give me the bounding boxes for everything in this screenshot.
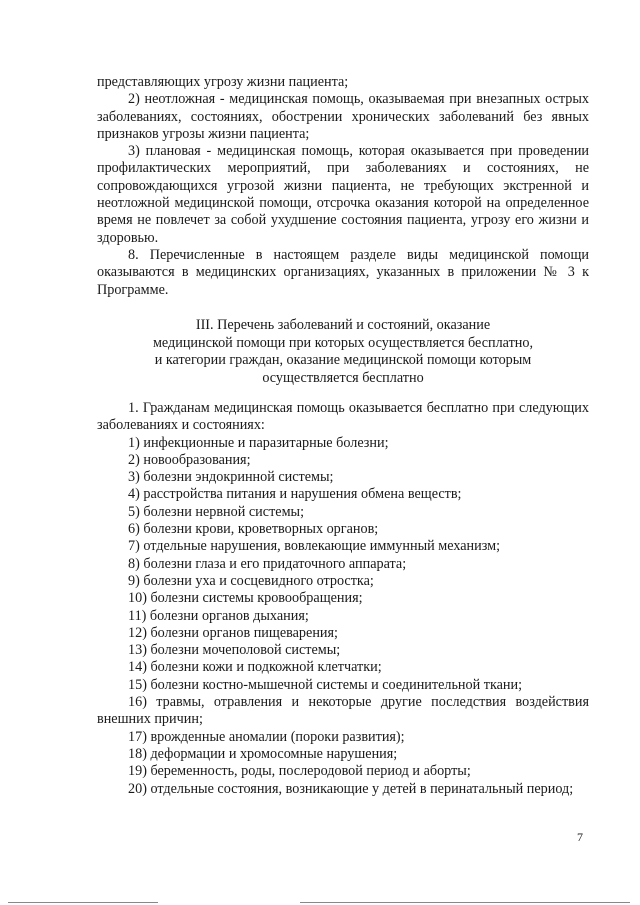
section-heading-line-2: медицинской помощи при которых осуществляется бесплатно, — [152, 334, 534, 351]
list-item: 10) болезни системы кровообращения; — [128, 590, 363, 607]
section-heading — [97, 317, 589, 387]
section-heading-line-4: осуществляется бесплатно — [262, 369, 424, 386]
list-item: 20) отдельные состояния, возникающие у детей в перинатальный период; — [128, 780, 574, 797]
list-item: 12) болезни органов пищеварения; — [128, 624, 338, 641]
list-item: 16) травмы, отравления и некоторые другие последствия воздействия внешних причин; — [97, 694, 589, 728]
list-item: 15) болезни костно-мышечной системы и соединительной ткани; — [128, 676, 523, 693]
list-item: 13) болезни мочеполовой системы; — [128, 642, 341, 659]
list-item: 2) новообразования; — [128, 451, 251, 468]
list-item: 5) болезни нервной системы; — [128, 503, 305, 520]
section-heading-line-1: III. Перечень заболеваний и состояний, оказание — [195, 317, 491, 333]
paragraph-clause-8: 8. Перечисленные в настоящем разделе виды медицинской помощи оказываются в медицинских организациях, указанных в приложении № 3 к Программе. — [97, 246, 589, 298]
list-item: 6) болезни крови, кроветворных органов; — [128, 521, 379, 538]
paragraph-planned-care: 3) плановая - медицинская помощь, которая оказывается при проведении профилактических мероприятий, при заболеваниях и состояниях, не сопровождающихся угрозой жизни пациента, не требующих экстренной и неотложной медицинской помощи, отсрочка оказания которой на определенное время не повлечет за собой ухудшение состояния пациента, угрозу его жизни и здоровью. — [97, 143, 589, 246]
list-item: 8) болезни глаза и его придаточного аппарата; — [128, 555, 407, 572]
list-item: 3) болезни эндокринной системы; — [128, 469, 334, 486]
list-item: 19) беременность, роды, послеродовой период и аборты; — [128, 763, 471, 780]
list-item: 18) деформации и хромосомные нарушения; — [128, 745, 398, 762]
paragraph-continuation: представляющих угрозу жизни пациента; — [97, 74, 349, 90]
list-intro: 1. Гражданам медицинская помощь оказывается бесплатно при следующих заболеваниях и состояниях: — [97, 400, 589, 434]
list-item: 17) врожденные аномалии (пороки развития); — [128, 728, 405, 745]
list-item: 11) болезни органов дыхания; — [128, 607, 309, 624]
paragraph-urgent-care: 2) неотложная - медицинская помощь, оказываемая при внезапных острых заболеваниях, состояниях, обострении хронических заболеваний без явных признаков угрозы жизни пациента; — [97, 91, 589, 142]
scan-edge-line-left — [8, 902, 158, 903]
section-heading-line-3: и категории граждан, оказание медицинской помощи которым — [154, 352, 532, 368]
list-item: 9) болезни уха и сосцевидного отростка; — [128, 572, 374, 589]
scan-edge-line-right — [300, 902, 630, 903]
list-item: 14) болезни кожи и подкожной клетчатки; — [128, 659, 382, 676]
page-number: 7 — [577, 830, 583, 844]
list-item: 4) расстройства питания и нарушения обмена веществ; — [128, 486, 462, 503]
list-item: 1) инфекционные и паразитарные болезни; — [128, 434, 389, 451]
list-item: 7) отдельные нарушения, вовлекающие иммунный механизм; — [128, 538, 501, 555]
disease-list — [97, 400, 589, 798]
top-text-block — [97, 74, 589, 299]
